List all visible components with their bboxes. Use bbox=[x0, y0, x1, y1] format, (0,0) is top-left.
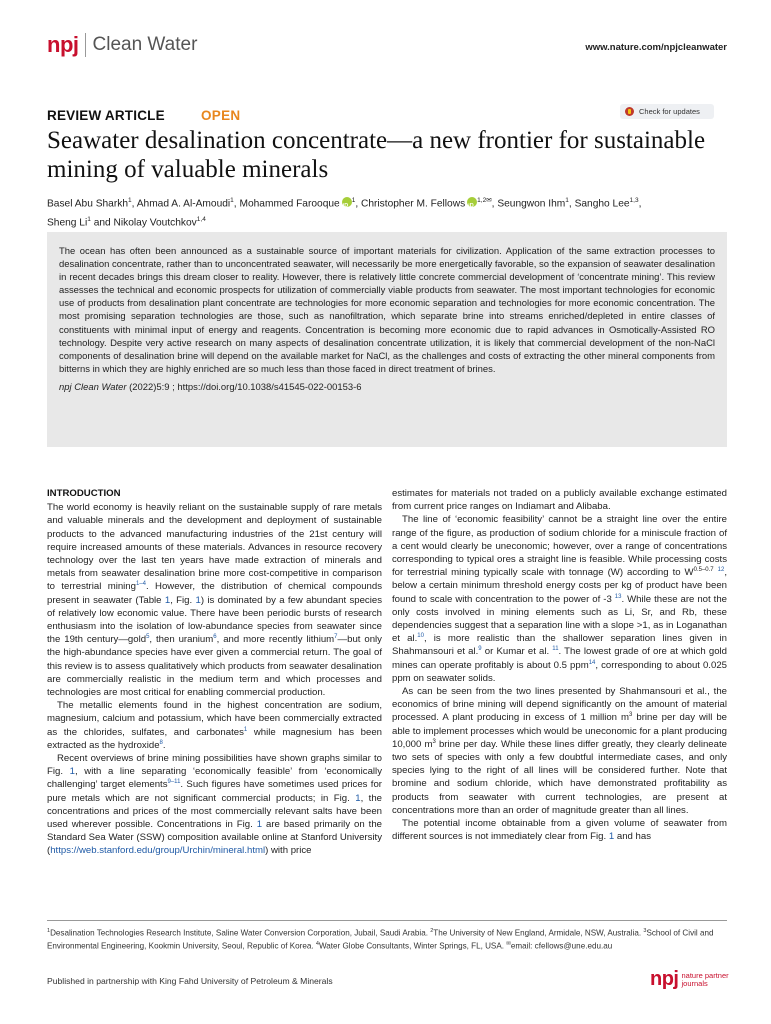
reference-link[interactable]: 5 bbox=[146, 634, 150, 641]
stanford-url-link[interactable]: https://web.stanford.edu/group/Urchin/mineral.html bbox=[50, 845, 266, 857]
corresponding-email[interactable]: email: cfellows@une.edu.au bbox=[510, 941, 613, 951]
author-affiliation: 1 bbox=[230, 197, 234, 204]
paragraph bbox=[392, 685, 727, 817]
author-affiliation: 1 bbox=[565, 197, 569, 204]
text: , with a line separating ‘economically feasible’ from ‘economically challenging’ target elements bbox=[47, 766, 382, 791]
text: The line of ‘economic feasibility’ cannot be a straight line over the entire range of the figure, as production of sodium chloride for a miniscule fraction of a cent would clearly be uneconomic; however, over a range of concentrations corresponding to typical ores a straight line is feasible. While processing costs for terrestrial mining typically scale with tonnage (W) according to W bbox=[392, 514, 727, 579]
author-affiliation: 1,3 bbox=[629, 197, 639, 204]
email-icon: ✉ bbox=[506, 940, 511, 947]
figure-link[interactable]: 1 bbox=[195, 594, 201, 606]
text: or Kumar et al. bbox=[481, 646, 553, 658]
affiliation-text: The University of New England, Armidale, NSW, Australia. bbox=[433, 928, 644, 938]
author-name[interactable]: Sangho Lee bbox=[574, 198, 630, 210]
affiliation-text: School of Civil and Environmental Engineering, Kookmin University, Seoul, Republic of Korea. bbox=[47, 928, 714, 951]
text: , corresponding to about 0.025 ppm on seawater solids. bbox=[392, 659, 727, 684]
text: , is more realistic than the shallower separation lines given in Shahmansouri et al. bbox=[392, 633, 727, 658]
text: are based primarily on the Standard Sea Water (SSW) composition available online at Stanford University ( bbox=[47, 819, 382, 857]
text: brine per day will be able to implement processes which would be uneconomic for a plant producing 10,000 m bbox=[392, 712, 727, 750]
text: while magnesium has been extracted as the hydroxide bbox=[47, 726, 382, 751]
author-name[interactable]: Mohammed Farooque bbox=[239, 198, 340, 210]
affiliation-text: Water Globe Consultants, Winter Springs, FL, USA. bbox=[318, 941, 507, 951]
author-list: Basel Abu Sharkh$^1$, Ahmad A. Al-Amoudi$^1$, Mohammed FarooqueiD $^1$, Christopher M. FellowsiD $^{1,2✉}$, Seungwon Ihm$^1$, Sangho Lee$^{1,3}$, Sheng Li$^1$ and Nikolay Voutchkov$^{1,4}$ bbox=[47, 193, 727, 232]
abstract-text: The ocean has often been announced as a sustainable source of important materials for civilization. Application of the same extraction processes to desalination concentrate, rather than to unconcentrated seawater, will necessarily be more energetically favorable, so the expansion of seawater desalination in recent decades brings this dream closer to reality. However, there is relatively little concrete commercial development of ‘concentrate mining’. This review assesses the technical and economic prospects for utilization of commercially viable products from seawater. The most important technologies for economic use of products from desalination plant concentrate are technologies for more economic separation and technologies for more economic concentration. The most promising separation technologies are those, such as nanofiltration, which separate brine into streams enriched/depleted in entire classes of constituents with minimal input of energy and reagents. Concentration is becoming more economic due to rapid advances in Osmotically-Assisted RO technology. Despite very active research on many aspects of desalination concentrate utilization, it is likely that commercial development of the non-NaCl components of desalination brine will depend on the available market for NaCl, as the challenges and costs of extracting the other mineral components from bitterns in which they are highly enriched are so much less than those faced in direct treatment of brines. bbox=[59, 246, 715, 375]
reference-link[interactable]: 9 bbox=[478, 646, 482, 653]
check-for-updates-label: Check for updates bbox=[639, 107, 700, 116]
text: brine per day. While these lines differ greatly, they clearly delineate two sets of species with only a few doubtful intermediate cases, and only species lying to the right of all lines will be considered further. Note that bromine and sodium chloride, which have demonstrated profitability as products from seawater with current technologies, are present at concentrations more than an order of magnitude greater than all lines. bbox=[392, 738, 727, 816]
paragraph bbox=[47, 752, 382, 858]
footnote-marker: 1 bbox=[47, 928, 51, 934]
journal-header bbox=[47, 32, 727, 62]
reference-link[interactable]: 9–11 bbox=[167, 779, 181, 786]
text: , and more recently lithium bbox=[216, 634, 335, 646]
article-type: REVIEW ARTICLE bbox=[47, 108, 165, 123]
nature-partner-journals-logo[interactable] bbox=[650, 968, 729, 991]
paragraph bbox=[392, 513, 727, 685]
exponent: 3 bbox=[629, 712, 633, 719]
text: . However, the distribution of chemical compounds present in seawater (Table bbox=[47, 581, 382, 606]
author-name[interactable]: Nikolay Voutchkov bbox=[113, 217, 197, 229]
footnote-marker: 3 bbox=[643, 928, 647, 934]
text: ) is dominated by a few abundant species of relatively low economic value. There have been periodic bursts of research enthusiasm into the isolation of low-abundance species from seawater since the 19th century—gold bbox=[47, 594, 382, 646]
footer-logo-line1: nature partner bbox=[681, 970, 729, 980]
text: , Fig. bbox=[170, 594, 196, 606]
reference-link[interactable]: 1–4 bbox=[135, 581, 146, 588]
table-link[interactable]: 1 bbox=[164, 594, 171, 606]
exponent: 0.5–0.7 bbox=[693, 567, 714, 574]
section-heading-introduction: INTRODUCTION bbox=[47, 488, 121, 499]
author-affiliation: 1 bbox=[351, 197, 356, 204]
text: , then uranium bbox=[149, 634, 214, 646]
open-access-badge: OPEN bbox=[201, 108, 241, 123]
exponent: 3 bbox=[432, 738, 436, 745]
affiliation-text: Desalination Technologies Research Institute, Saline Water Conversion Corporation, Jubail, Saudi Arabia. bbox=[50, 928, 431, 938]
text: estimates for materials not traded on a publicly available exchange estimated from current price ranges on Indiamart and Alibaba. bbox=[392, 488, 727, 513]
reference-link[interactable]: 10 bbox=[417, 633, 424, 640]
text: The metallic elements found in the highest concentration are sodium, magnesium, calcium and potassium, which have been commercially extracted as the chlorides, sulfates, and carbonates bbox=[47, 700, 382, 738]
author-affiliation: 1 bbox=[87, 216, 91, 224]
text: , the concentrations and prices of the most commercially relevant salts have been used wherever possible. Concentrations in Fig. bbox=[47, 792, 383, 831]
reference-link[interactable]: 13 bbox=[614, 593, 622, 600]
text: , below a certain minimum threshold energy costs per kg of product have been found to scale with concentration to the power of -3 bbox=[392, 567, 727, 605]
text: The potential income obtainable from a given volume of seawater from different sources is not immediately clear from Fig. bbox=[392, 818, 727, 843]
footer-logo-line2: journals bbox=[681, 978, 708, 988]
paragraph bbox=[47, 699, 382, 752]
body-column-left bbox=[47, 487, 382, 858]
text: . Such figures have sometimes used prices for pure metals which are not significant commercial products; in Fig. bbox=[47, 779, 383, 804]
author-name[interactable]: Ahmad A. Al-Amoudi bbox=[136, 198, 231, 210]
author-name[interactable]: Christopher M. Fellows bbox=[361, 198, 466, 210]
paragraph bbox=[392, 817, 727, 843]
orcid-icon[interactable] bbox=[342, 197, 352, 207]
logo-divider bbox=[85, 33, 86, 57]
reference-link[interactable]: 12 bbox=[717, 567, 725, 574]
figure-link[interactable]: 1 bbox=[256, 819, 263, 831]
citation-doi[interactable]: (2022)5:9 ; https://doi.org/10.1038/s41545-022-00153-6 bbox=[126, 381, 362, 393]
logo-journal-name: Clean Water bbox=[92, 34, 198, 55]
authors-conjunction: and bbox=[93, 217, 111, 229]
reference-link[interactable]: 11 bbox=[552, 646, 559, 653]
reference-link[interactable]: 14 bbox=[588, 659, 596, 666]
reference-link[interactable]: 7 bbox=[334, 634, 338, 641]
text: Recent overviews of brine mining possibilities have shown graphs similar to Fig. bbox=[47, 753, 382, 778]
footnote-marker: 2 bbox=[430, 928, 434, 934]
body-column-right bbox=[392, 487, 727, 843]
text: ) with price bbox=[265, 845, 312, 857]
footnote-marker: 4 bbox=[315, 940, 319, 947]
paragraph bbox=[392, 487, 727, 513]
figure-link[interactable]: 1 bbox=[69, 766, 75, 778]
check-for-updates-button[interactable] bbox=[620, 104, 714, 119]
text: . bbox=[162, 739, 166, 751]
abstract-box bbox=[47, 232, 727, 447]
author-affiliation: 1 bbox=[128, 197, 132, 204]
citation-journal: npj Clean Water bbox=[59, 381, 127, 393]
publisher-partnership-note: Published in partnership with King Fahd University of Petroleum & Minerals bbox=[47, 976, 333, 986]
text: The world economy is heavily reliant on the sustainable supply of rare metals and valuable minerals and the development and deployment of sustainable products to the advanced manufacturing industries of the 21st century will require increased amounts of these materials. Advances in resource recovery technology over the last ten years have made extraction of minerals and metals from seawater desalination brine more cost-competitive in comparison to terrestrial mining bbox=[47, 502, 382, 593]
footnote-divider bbox=[47, 920, 727, 921]
journal-url[interactable]: www.nature.com/npjcleanwater bbox=[585, 42, 727, 53]
citation-line bbox=[59, 382, 715, 393]
article-title: Seawater desalination concentrate—a new frontier for sustainable mining of valuable minerals bbox=[47, 127, 706, 183]
journal-logo[interactable] bbox=[47, 32, 197, 58]
text: . The lowest grade of ore at which gold mines can operate profitably is about 0.5 ppm bbox=[392, 646, 727, 671]
author-affiliation: 1,2✉ bbox=[477, 197, 492, 204]
author-affiliation: 1,4 bbox=[196, 216, 206, 224]
reference-link[interactable]: 6 bbox=[213, 634, 217, 641]
paragraph bbox=[47, 501, 382, 699]
orcid-icon[interactable] bbox=[467, 197, 477, 207]
figure-link[interactable]: 1 bbox=[608, 831, 615, 843]
logo-npj: npj bbox=[47, 32, 79, 57]
author-name[interactable]: Seungwon Ihm bbox=[497, 198, 566, 210]
figure-link[interactable]: 1 bbox=[355, 792, 361, 804]
author-name[interactable]: Basel Abu Sharkh bbox=[47, 198, 128, 210]
text: As can be seen from the two lines presented by Shahmansouri et al., the economics of brine mining will depend significantly on the amount of material processed. A plant producing in excess of 1 million m bbox=[392, 686, 727, 724]
author-name[interactable]: Sheng Li bbox=[47, 217, 88, 229]
footer-logo-npj: npj bbox=[650, 968, 679, 990]
crossmark-icon bbox=[625, 107, 634, 116]
text: and has bbox=[614, 831, 651, 843]
reference-link[interactable]: 8 bbox=[159, 739, 163, 746]
text: —but only the high-abundance species have ever given a commercial return. The goal of this review is to assess qualitatively which products from seawater desalination are commercially realistic in the medium term and which processes and technologies are most critical for enabling commercial production. bbox=[47, 634, 382, 699]
text: . While these are not the only costs involved in mining elements such as Li, Sr, and Rb, these dependencies suggest that a separation line with a slope >1, as in Loganathan et al. bbox=[392, 593, 727, 645]
reference-link[interactable]: 1 bbox=[243, 726, 248, 733]
affiliations-footnote bbox=[47, 926, 727, 951]
footer-logo-text bbox=[682, 972, 729, 988]
